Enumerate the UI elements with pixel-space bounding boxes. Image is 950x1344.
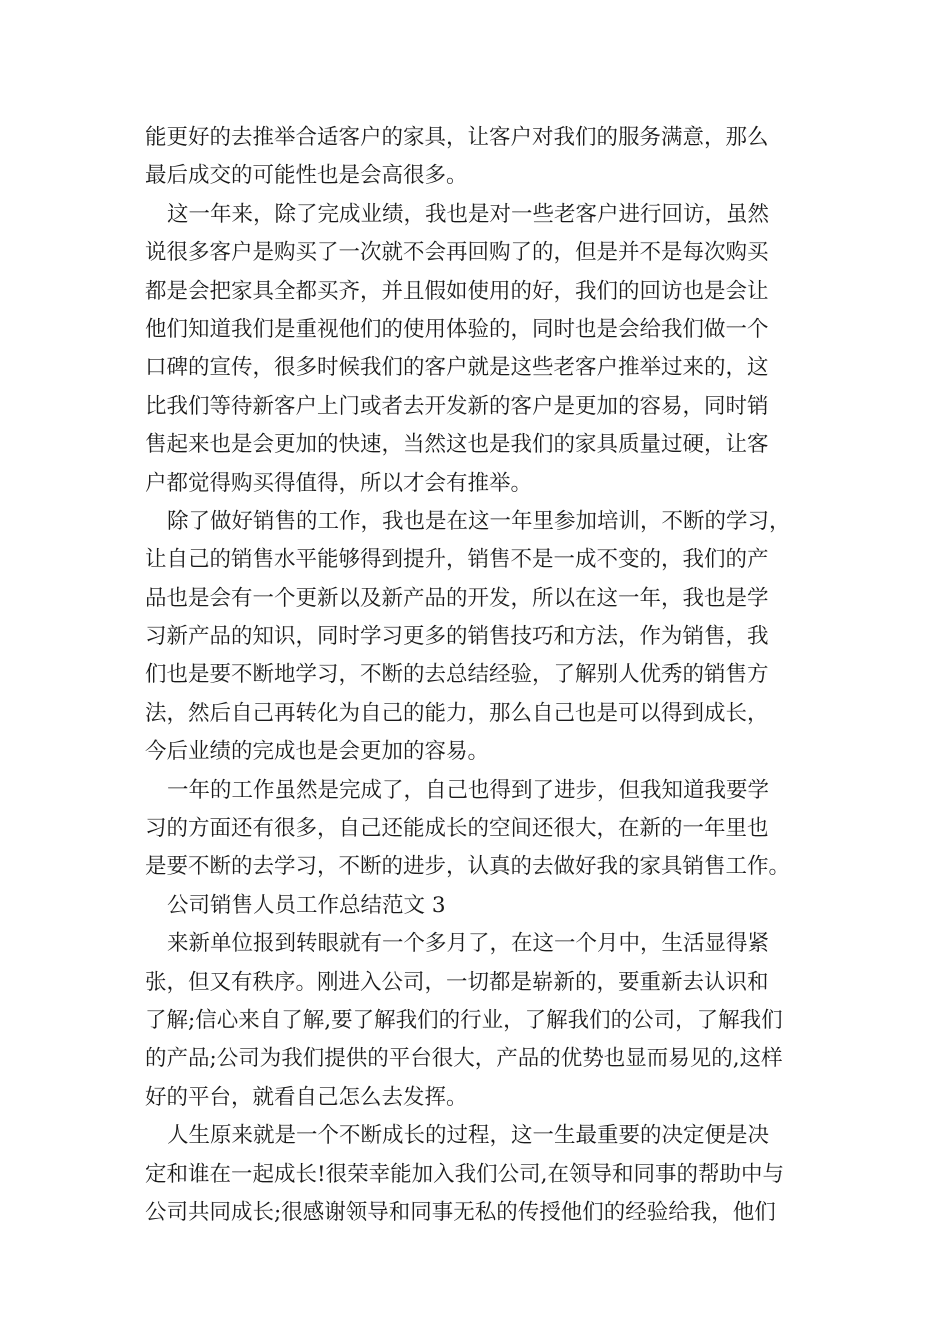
paragraph-start-line: 来新单位报到转眼就有一个多月了，在这一个月中，生活显得紧 xyxy=(167,931,770,957)
text-line: 是要不断的去学习，不断的进步，认真的去做好我的家具销售工作。 xyxy=(145,854,791,880)
text-line: 比我们等待新客户上门或者去开发新的客户是更加的容易，同时销 xyxy=(145,393,769,419)
text-line: 定和谁在一起成长!很荣幸能加入我们公司,在领导和同事的帮助中与 xyxy=(145,1161,784,1187)
section-heading: 公司销售人员工作总结范文 3 xyxy=(167,892,446,918)
text-line: 的产品;公司为我们提供的平台很大，产品的优势也显而易见的,这样 xyxy=(145,1046,783,1072)
document-body xyxy=(145,119,825,1232)
text-line: 习新产品的知识，同时学习更多的销售技巧和方法，作为销售，我 xyxy=(145,624,769,650)
paragraph-start-line: 除了做好销售的工作，我也是在这一年里参加培训，不断的学习， xyxy=(167,508,791,534)
text-line: 今后业绩的完成也是会更加的容易。 xyxy=(145,739,490,765)
text-line: 能更好的去推举合适客户的家具，让客户对我们的服务满意，那么 xyxy=(145,125,769,150)
text-line: 让自己的销售水平能够得到提升，销售不是一成不变的，我们的产 xyxy=(145,547,769,573)
paragraph-start-line: 这一年来，除了完成业绩，我也是对一些老客户进行回访，虽然 xyxy=(167,201,770,227)
paragraph-start-line: 一年的工作虽然是完成了，自己也得到了进步，但我知道我要学 xyxy=(167,777,770,803)
text-line: 口碑的宣传，很多时候我们的客户就是这些老客户推举过来的，这 xyxy=(145,355,769,381)
text-line: 公司共同成长;很感谢领导和同事无私的传授他们的经验给我，他们 xyxy=(145,1199,776,1225)
text-line: 法，然后自己再转化为自己的能力，那么自己也是可以得到成长， xyxy=(145,700,769,726)
text-line: 们也是要不断地学习，不断的去总结经验，了解别人优秀的销售方 xyxy=(145,662,769,688)
text-line: 了解;信心来自了解,要了解我们的行业，了解我们的公司，了解我们 xyxy=(145,1007,783,1033)
text-line: 品也是会有一个更新以及新产品的开发，所以在这一年，我也是学 xyxy=(145,585,769,611)
paragraph-start-line: 人生原来就是一个不断成长的过程，这一生最重要的决定便是决 xyxy=(167,1123,770,1149)
text-line: 售起来也是会更加的快速，当然这也是我们的家具质量过硬，让客 xyxy=(145,432,769,458)
text-line: 户都觉得购买得值得，所以才会有推举。 xyxy=(145,470,533,496)
text-line: 张，但又有秩序。刚进入公司，一切都是崭新的，要重新去认识和 xyxy=(145,969,769,995)
text-line: 最后成交的可能性也是会高很多。 xyxy=(145,163,468,189)
text-line: 都是会把家具全都买齐，并且假如使用的好，我们的回访也是会让 xyxy=(145,278,769,304)
text-line: 说很多客户是购买了一次就不会再回购了的，但是并不是每次购买 xyxy=(145,240,769,266)
text-line: 好的平台，就看自己怎么去发挥。 xyxy=(145,1084,468,1110)
text-line: 习的方面还有很多，自己还能成长的空间还很大，在新的一年里也 xyxy=(145,816,769,842)
text-line: 他们知道我们是重视他们的使用体验的，同时也是会给我们做一个 xyxy=(145,316,769,342)
